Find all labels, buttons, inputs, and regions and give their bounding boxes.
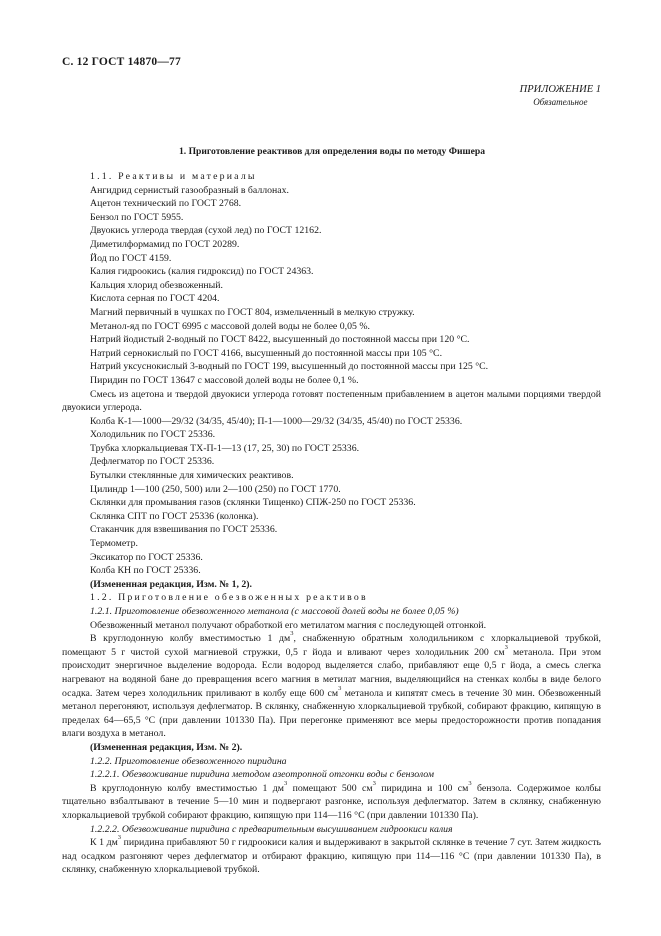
list-item: Бензол по ГОСТ 5955. xyxy=(90,211,184,223)
list-item: Кальция хлорид обезвоженный. xyxy=(90,279,223,291)
s12-heading: 1.2. Приготовление обезвоженных реактивов xyxy=(90,592,368,604)
s121-paragraph-2: В круглодонную колбу вместимостью 1 $дм^3$, снабженную обратным холодильником с хлоркальциевой трубкой, помещают 5 г чистой сухой магниевой стружки, 0,5 г йода и вливают через холодильник 200 $см^3$ метанола. При этом происходит энергичное выделение водорода. Если водород выделяется слабо, прибавляют еще 0,5 г йода, а смесь слегка нагревают на водяной бане до превращения всего магния в метилат магния, выделяющийся на стенках колбы в виде белого осадка. Затем через холодильник приливают в колбу еще 600 $см^3$ метанола и кипятят смесь в течение 30 мин. Обезвоженный метанол перегоняют, используя дефлегматор. В склянку, снабженную хлоркальциевой трубкой, собирают фракцию, кипящую в пределах 64—65,5 °С (при давлении 101330 Па). При перегонке применяют все меры предосторожности против попадания влаги воздуха в метанол. xyxy=(62,630,602,740)
list-item: Натрий сернокислый по ГОСТ 4166, высушенный до постоянной массы при 105 °С. xyxy=(90,347,443,359)
list-item: Склянка СПТ по ГОСТ 25336 (колонка). xyxy=(90,510,259,522)
list-item: Натрий уксуснокислый 3-водный по ГОСТ 199, высушенный до постоянной массы при 125 °С. xyxy=(90,361,489,373)
list-item: Трубка хлоркальциевая ТХ-П-1—13 (17, 25, 30) по ГОСТ 25336. xyxy=(90,442,360,454)
appendix-status: Обязательное xyxy=(533,97,588,107)
list-item: Метанол-яд по ГОСТ 6995 с массовой долей воды не более 0,05 %. xyxy=(90,320,370,332)
section-title: 1. Приготовление реактивов для определения воды по методу Фишера xyxy=(179,146,485,157)
page-header: С. 12 ГОСТ 14870—77 xyxy=(62,56,181,68)
s1221-heading: 1.2.2.1. Обезвоживание пиридина методом азеотропной отгонки воды с бензолом xyxy=(90,769,435,781)
list-item: Диметилформамид по ГОСТ 20289. xyxy=(90,238,240,250)
list-item: Пиридин по ГОСТ 13647 с массовой долей воды не более 0,1 %. xyxy=(90,374,359,386)
list-item: Двуокись углерода твердая (сухой лед) по ГОСТ 12162. xyxy=(90,225,322,237)
list-item: Колба КН по ГОСТ 25336. xyxy=(90,565,201,577)
revision-note: (Измененная редакция, Изм. № 1, 2). xyxy=(90,578,252,590)
reagents-list xyxy=(62,184,601,388)
s121-paragraph-1: Обезвоженный метанол получают обработкой его метилатом магния с последующей отгонкой. xyxy=(90,619,487,631)
s121-heading: 1.2.1. Приготовление обезвоженного метанола (с массовой долей воды не более 0,05 %) xyxy=(90,606,459,617)
s1222-paragraph: К 1 $дм^3$ пиридина прибавляют 50 г гидроокиси калия и выдерживают в закрытой склянке в течение 7 сут. Затем жидкость над осадком разгоняют через дефлегматор и отбирают фракцию, кипящую при 114—116 °С (при давлении 101330 Па), в склянку, снабженную хлоркальциевой трубкой. xyxy=(62,834,602,876)
s11-heading: 1.1. Реактивы и материалы xyxy=(90,171,257,182)
list-item: Йод по ГОСТ 4159. xyxy=(90,252,172,264)
list-item: Колба К-1—1000—29/32 (34/35, 45/40); П-1—1000—29/32 (34/35, 45/40) по ГОСТ 25336. xyxy=(90,415,463,427)
list-item: Магний первичный в чушках по ГОСТ 804, измельченный в мелкую стружку. xyxy=(90,306,415,318)
list-item: Цилиндр 1—100 (250, 500) или 2—100 (250) по ГОСТ 1770. xyxy=(90,483,341,495)
document-body xyxy=(62,170,601,877)
list-item: Эксикатор по ГОСТ 25336. xyxy=(90,551,203,563)
s122-heading: 1.2.2. Приготовление обезвоженного пиридина xyxy=(90,755,287,767)
list-item: Натрий йодистый 2-водный по ГОСТ 8422, высушенный до постоянной массы при 120 °С. xyxy=(90,334,470,346)
list-item: Холодильник по ГОСТ 25336. xyxy=(90,429,216,441)
s1222-heading: 1.2.2.2. Обезвоживание пиридина с предварительным высушиванием гидроокиси калия xyxy=(90,823,453,835)
list-item: Ангидрид сернистый газообразный в баллонах. xyxy=(90,184,289,196)
list-item: Ацетон технический по ГОСТ 2768. xyxy=(90,198,242,210)
list-item: Термометр. xyxy=(90,538,138,550)
list-item: Бутылки стеклянные для химических реактивов. xyxy=(90,470,294,482)
list-item: Калия гидроокись (калия гидроксид) по ГОСТ 24363. xyxy=(90,266,314,278)
revision-note-2: (Измененная редакция, Изм. № 2). xyxy=(90,741,243,753)
appendix-label: ПРИЛОЖЕНИЕ 1 xyxy=(519,84,601,95)
appendix-block xyxy=(520,84,601,108)
list-item: Склянки для промывания газов (склянки Тищенко) СПЖ-250 по ГОСТ 25336. xyxy=(90,497,416,509)
list-item: Кислота серная по ГОСТ 4204. xyxy=(90,293,220,305)
list-item: Стаканчик для взвешивания по ГОСТ 25336. xyxy=(90,524,278,536)
list-item: Дефлегматор по ГОСТ 25336. xyxy=(90,456,215,468)
equipment-list xyxy=(62,415,601,578)
mix-paragraph: Смесь из ацетона и твердой двуокиси углерода готовят постепенным прибавлением в ацетон малыми порциями твердой двуокиси углерода. xyxy=(62,388,601,414)
s1221-paragraph: В круглодонную колбу вместимостью 1 $дм^3$ помещают 500 $см^3$ пиридина и 100 $см^3$ бензола. Содержимое колбы тщательно взбалтывают в течение 5—10 мин и подвергают разгонке, используя дефлегматор. Затем в склянку, снабженную хлоркальциевой трубкой собирают фракцию, кипящую при 114—116 °С (при давлении 101330 Па). xyxy=(62,779,601,821)
